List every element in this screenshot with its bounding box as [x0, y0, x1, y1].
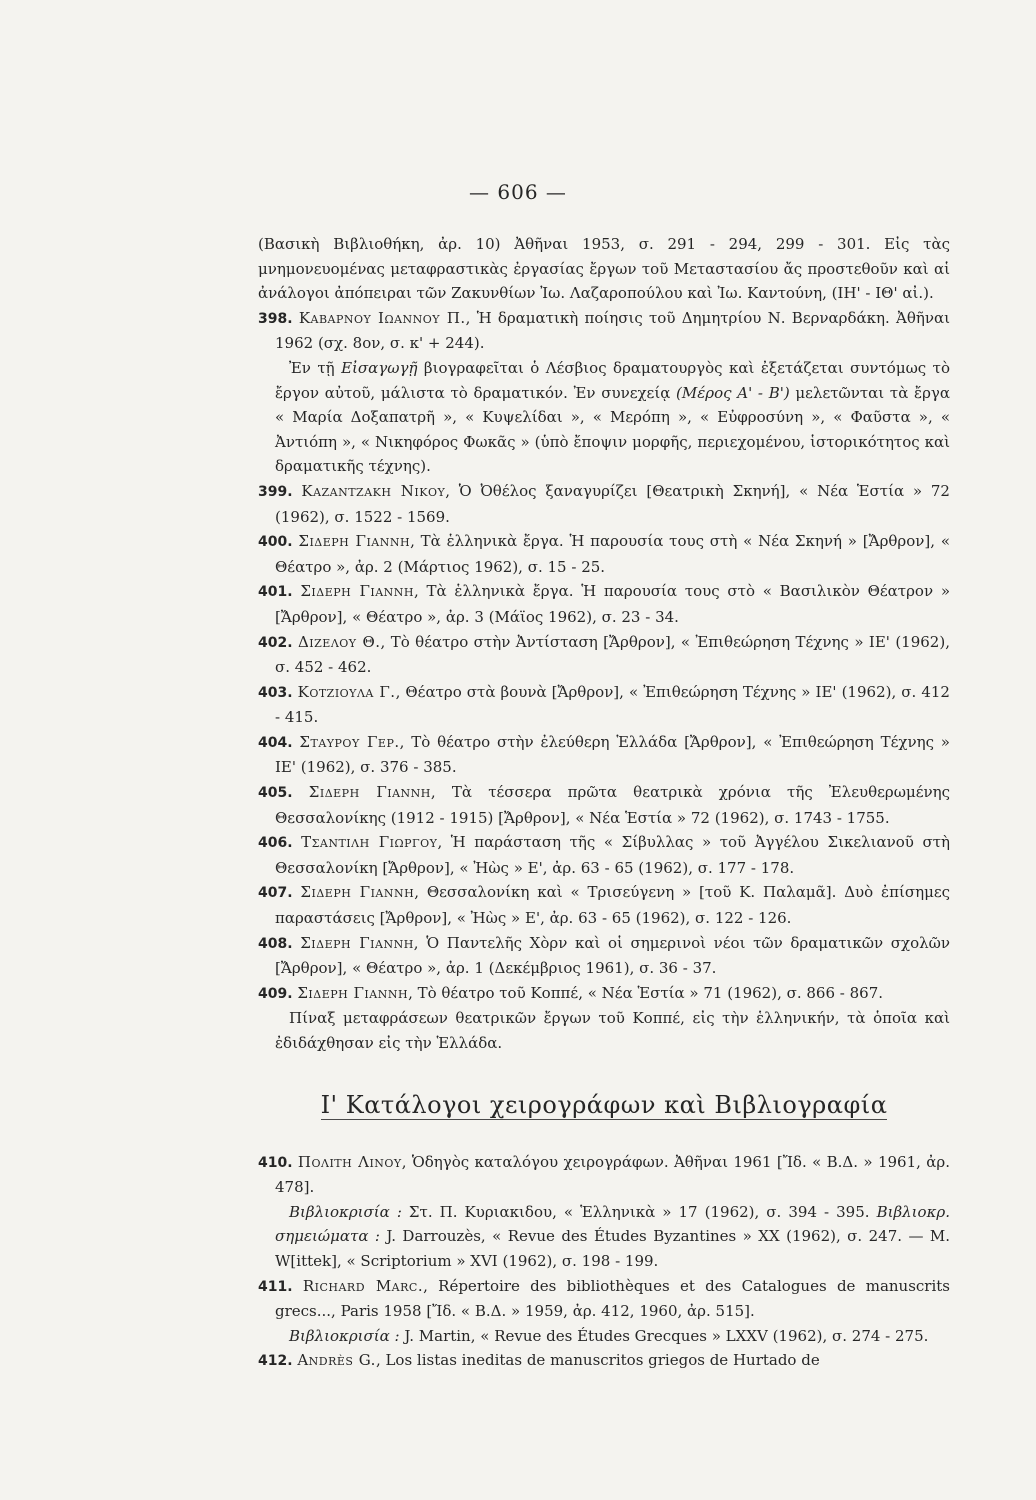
- entry-text: , Los listas ineditas de manuscritos griegos de Hurtado de: [375, 1351, 820, 1370]
- entry-number: 412.: [258, 1353, 293, 1370]
- entry-author: Σταυρου Γερ.: [299, 732, 400, 751]
- entry-number: 406.: [258, 835, 293, 852]
- bibliography-entry-409: [258, 981, 950, 1007]
- page-number: — 606 —: [469, 180, 567, 204]
- annotation-text: μελετῶνται τὰ ἔργα « Μαρία Δοξαπατρῆ », « Κυψελίδαι », « Μερόπη », « Εὐφροσύνη », « Φαῦστα », « Ἀντιόπη », « Νικηφόρος Φωκᾶς » (ὑπὸ ἔποψιν μορφῆς, περιεχομένου, ἱστορικότητος καὶ δραματικῆς τέχνης).: [275, 383, 950, 476]
- entry-text: , Θεσσαλονίκη καὶ « Τρισεύγενη » [τοῦ Κ. Παλαμᾶ]. Δυὸ ἐπίσημες παραστάσεις [Ἄρθρον], « Ἠὼς » Ε', ἀρ. 63 - 65 (1962), σ. 122 - 126.: [275, 883, 950, 928]
- entry-number: 407.: [258, 885, 293, 902]
- bibliography-entry-408: [258, 931, 950, 981]
- review-label: Βιβλιοκρ. σημειώματα :: [275, 1202, 950, 1246]
- entry-number: 409.: [258, 985, 293, 1002]
- entry-author: Κοτζιουλα Γ.: [297, 682, 396, 701]
- bibliography-entry-407: [258, 880, 950, 930]
- entry-author: Διζελου Θ.: [297, 632, 381, 651]
- continued-entry-text: (Βασικὴ Βιβλιοθήκη, ἀρ. 10) Ἀθῆναι 1953, σ. 291 - 294, 299 - 301. Εἰς τὰς μνημονευομένας μεταφραστικὰς ἐργασίας ἔργων τοῦ Μεταστασίου ἄς προστεθοῦν καὶ αἱ ἀνάλογοι ἀπόπειραι τῶν Ζακυνθίων Ἰω. Λαζαροπούλου καὶ Ἰω. Καντούνη, (ΙΗ' - ΙΘ' αἰ.).: [258, 235, 950, 303]
- entry-number: 399.: [258, 483, 293, 500]
- entry-author: Καζαντζακη Νικου: [301, 481, 446, 500]
- section-heading: [258, 1090, 950, 1120]
- entry-author: Τσαντιλη Γιωργου: [301, 833, 438, 852]
- entry-text: , Τὸ θέατρο τοῦ Κοππέ, « Νέα Ἑστία » 71 (1962), σ. 866 - 867.: [408, 983, 884, 1002]
- entry-author: Andrès G.: [297, 1351, 376, 1370]
- entry-review: [258, 1324, 950, 1349]
- entry-text: , Τὰ ἑλληνικὰ ἔργα. Ἡ παρουσία τους στὸ « Βασιλικὸν Θέατρον » [Ἄρθρον], « Θέατρο », ἀρ. 3 (Μάϊος 1962), σ. 23 - 34.: [275, 582, 950, 626]
- entry-text: , Ὁδηγὸς καταλόγου χειρογράφων. Ἀθῆναι 1961 [Ἴδ. « Β.Δ. » 1961, ἀρ. 478].: [275, 1152, 950, 1197]
- review-text: Στ. Π. Κυριακιδου, « Ἑλληνικὰ » 17 (1962), σ. 394 - 395.: [401, 1202, 877, 1221]
- entry-number: 408.: [258, 935, 293, 952]
- entry-text: , Τὰ ἑλληνικὰ ἔργα. Ἡ παρουσία τους στὴ « Νέα Σκηνή » [Ἄρθρον], « Θέατρο », ἀρ. 2 (Μάρτιος 1962), σ. 15 - 25.: [275, 532, 950, 576]
- entry-text: , Ὁ Ὀθέλος ξαναγυρίζει [Θεατρικὴ Σκηνή], « Νέα Ἑστία » 72 (1962), σ. 1522 - 1569.: [275, 481, 950, 526]
- entry-text: , Θέατρο στὰ βουνὰ [Ἄρθρον], « Ἐπιθεώρηση Τέχνης » ΙΕ' (1962), σ. 412 - 415.: [275, 682, 950, 727]
- entry-number: 401.: [258, 584, 293, 601]
- entry-author: Σιδερη Γιαννη: [298, 532, 411, 551]
- entry-text: , Τὰ τέσσερα πρῶτα θεατρικὰ χρόνια τῆς Ἐλευθερωμένης Θεσσαλονίκης (1912 - 1915) [Ἄρθρον], « Νέα Ἑστία » 72 (1962), σ. 1743 - 1755.: [275, 783, 950, 827]
- entry-text: , Τὸ θέατρο στὴν ἐλεύθερη Ἑλλάδα [Ἄρθρον], « Ἐπιθεώρηση Τέχνης » ΙΕ' (1962), σ. 376 - 385.: [275, 732, 950, 777]
- entry-author: Σιδερη Γιαννη: [300, 582, 415, 601]
- review-label: Βιβλιοκρισία :: [289, 1202, 402, 1221]
- bibliography-entry-404: [258, 730, 950, 780]
- bibliography-entry-412: [258, 1348, 950, 1374]
- annotation-text: Ἐν τῇ: [289, 358, 342, 377]
- entry-author: Σιδερη Γιαννη: [300, 883, 415, 902]
- bibliography-entry-401: [258, 579, 950, 629]
- entry-text: , Répertoire des bibliothèques et des Catalogues de manuscrits grecs..., Paris 1958 [Ἴδ. « Β.Δ. » 1959, ἀρ. 412, 1960, ἀρ. 515].: [275, 1276, 950, 1321]
- entry-number: 411.: [258, 1278, 293, 1295]
- review-label: Βιβλιοκρισία :: [289, 1326, 400, 1345]
- entry-review: [258, 1200, 950, 1274]
- entry-annotation: [258, 356, 950, 479]
- bibliography-entry-400: [258, 529, 950, 579]
- entry-number: 402.: [258, 634, 293, 651]
- entry-number: 405.: [258, 785, 293, 802]
- entry-author: Σιδερη Γιαννη: [297, 983, 409, 1002]
- entry-number: 400.: [258, 534, 293, 551]
- annotation-text: βιογραφεῖται ὁ Λέσβιος δραματουργὸς καὶ ἐξετάζεται συντόμως τὸ ἔργον αὐτοῦ, μάλιστα τὸ δραματικόν. Ἐν συνεχείᾳ: [275, 358, 950, 402]
- entry-number: 398.: [258, 310, 293, 327]
- entry-author: Σιδερη Γιαννη: [300, 933, 414, 952]
- bibliography-entry-398: [258, 306, 950, 356]
- bibliography-entry-406: [258, 830, 950, 880]
- entry-text: , Ἡ δραματικὴ ποίησις τοῦ Δημητρίου Ν. Βερναρδάκη. Ἀθῆναι 1962 (σχ. 8ον, σ. κ' + 244).: [275, 308, 950, 353]
- bibliography-entry-410: [258, 1150, 950, 1200]
- annotation-italic: (Μέρος Α' - Β'): [676, 383, 790, 402]
- entry-number: 404.: [258, 734, 293, 751]
- bibliography-entry-411: [258, 1274, 950, 1324]
- entry-text: , Ὁ Παντελῆς Χὸρν καὶ οἱ σημερινοὶ νέοι τῶν δραματικῶν σχολῶν [Ἄρθρον], « Θέατρο », ἀρ. 1 (Δεκέμβριος 1961), σ. 36 - 37.: [275, 933, 950, 978]
- section-heading-text: Ι' Κατάλογοι χειρογράφων καὶ Βιβλιογραφία: [320, 1090, 888, 1119]
- entry-text: , Ἡ παράσταση τῆς « Σίβυλλας » τοῦ Ἀγγέλου Σικελιανοῦ στὴ Θεσσαλονίκη [Ἄρθρον], « Ἠὼς » Ε', ἀρ. 63 - 65 (1962), σ. 177 - 178.: [275, 833, 950, 877]
- entry-number: 403.: [258, 684, 293, 701]
- entry-author: Καβαρνου Ιωαννου Π.: [298, 308, 466, 327]
- entry-author: Πολιτη Λινου: [297, 1152, 402, 1171]
- bibliography-text: [258, 232, 950, 1374]
- bibliography-entry-403: [258, 680, 950, 730]
- review-text: J. Martin, « Revue des Études Grecques » LXXV (1962), σ. 274 - 275.: [399, 1326, 929, 1345]
- bibliography-entry-405: [258, 780, 950, 830]
- annotation-italic: Εἰσαγωγῇ: [341, 358, 418, 377]
- entry-author: Richard Marc.: [302, 1276, 424, 1295]
- bibliography-entry-399: [258, 479, 950, 529]
- bibliography-entry-402: [258, 630, 950, 680]
- entry-annotation: Πίναξ μεταφράσεων θεατρικῶν ἔργων τοῦ Κοππέ, εἰς τὴν ἑλληνικήν, τὰ ὁποῖα καὶ ἐδιδάχθησαν εἰς τὴν Ἑλλάδα.: [275, 1009, 950, 1052]
- entry-author: Σιδερη Γιαννη: [308, 783, 431, 802]
- entry-number: 410.: [258, 1154, 293, 1171]
- review-text: J. Darrouzès, « Revue des Études Byzantines » XX (1962), σ. 247. — M. W[ittek], « Scriptorium » XVI (1962), σ. 198 - 199.: [275, 1227, 951, 1270]
- entry-text: , Τὸ θέατρο στὴν Ἀντίσταση [Ἄρθρον], « Ἐπιθεώρηση Τέχνης » ΙΕ' (1962), σ. 452 - 462.: [275, 632, 950, 677]
